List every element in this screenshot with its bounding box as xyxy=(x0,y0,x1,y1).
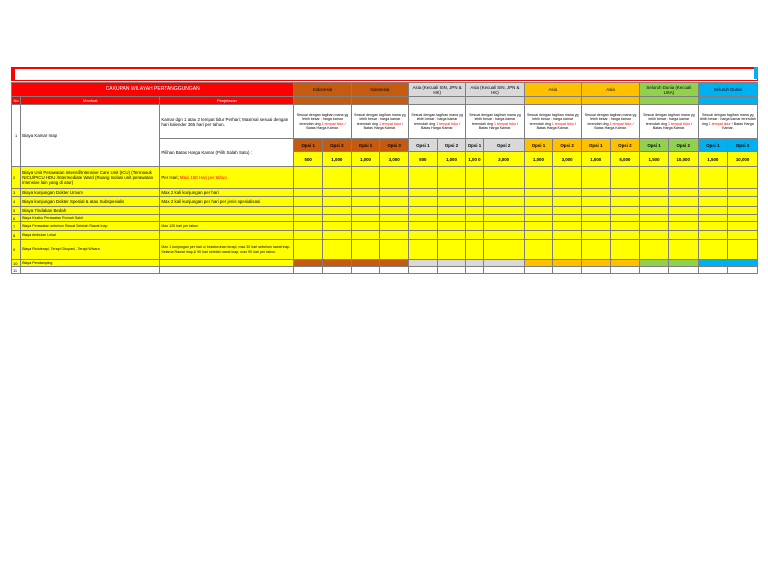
table-cell xyxy=(581,207,610,215)
room-limit-value: 1,000 xyxy=(524,152,553,167)
table-cell xyxy=(668,215,698,222)
room-limit-value: 1,000 xyxy=(437,152,466,167)
option-label: Opsi 2 xyxy=(728,139,758,152)
table-cell xyxy=(351,267,380,274)
table-cell xyxy=(553,197,582,207)
option-label: Opsi 1 xyxy=(294,139,323,152)
table-cell xyxy=(728,189,758,197)
table-cell xyxy=(728,167,758,189)
table-cell xyxy=(610,222,640,231)
table-cell xyxy=(668,240,698,260)
table-cell xyxy=(524,207,553,215)
room-limit-value: 3,000 xyxy=(483,152,524,167)
table-cell xyxy=(610,267,640,274)
table-cell xyxy=(294,267,323,274)
table-cell xyxy=(380,167,409,189)
table-cell xyxy=(668,189,698,197)
table-cell xyxy=(380,260,409,267)
table-cell xyxy=(668,231,698,240)
table-cell xyxy=(323,167,352,189)
table-cell xyxy=(728,231,758,240)
table-cell xyxy=(553,260,582,267)
room-note xyxy=(524,105,581,139)
table-cell xyxy=(640,231,669,240)
table-cell xyxy=(698,260,728,267)
table-cell xyxy=(553,222,582,231)
table-cell xyxy=(294,240,323,260)
table-cell xyxy=(483,215,524,222)
col-benefit: Manfaat xyxy=(21,97,160,105)
table-cell xyxy=(483,207,524,215)
row-3-desc: Max 2 kali kunjungan per hari xyxy=(160,189,294,197)
blue-marker xyxy=(754,67,758,79)
table-cell xyxy=(294,207,323,215)
row-10-benefit: Biaya Pendamping xyxy=(21,260,160,267)
table-cell xyxy=(437,267,466,274)
table-cell xyxy=(640,267,669,274)
table-cell xyxy=(437,222,466,231)
table-cell xyxy=(294,97,351,105)
table-cell xyxy=(466,240,483,260)
table-cell xyxy=(323,189,352,197)
table-cell xyxy=(483,222,524,231)
row-10-no: 10 xyxy=(12,260,21,267)
table-cell xyxy=(323,260,352,267)
table-cell xyxy=(610,240,640,260)
region-indonesia-1: Indonesia xyxy=(294,83,351,97)
cell-text: / Batas Harga Kamar. xyxy=(652,121,692,130)
cell-text: 1 tempat tidur xyxy=(551,121,574,126)
table-cell xyxy=(408,215,437,222)
room-note xyxy=(698,105,757,139)
table-cell xyxy=(581,189,610,197)
row-1-desc-limit: Pilihan Batas Harga Kamar (Pilih Salah Satu) : xyxy=(160,139,294,167)
table-cell xyxy=(668,167,698,189)
table-cell xyxy=(380,231,409,240)
option-label: Opsi 1 xyxy=(466,139,483,152)
cell-text: 1 tempat tidur xyxy=(609,121,632,126)
cell-text: Sesuai dengan tagihan mana yg lebih besar : harga kamar terendah dng xyxy=(584,112,637,126)
table-cell xyxy=(728,197,758,207)
table-cell xyxy=(323,197,352,207)
table-cell xyxy=(437,231,466,240)
room-note xyxy=(466,105,524,139)
table-cell xyxy=(698,189,728,197)
table-cell xyxy=(668,267,698,274)
room-note xyxy=(640,105,698,139)
room-limit-value: 1,500 xyxy=(698,152,728,167)
table-cell xyxy=(581,231,610,240)
table-cell xyxy=(668,260,698,267)
row-5-no: 5 xyxy=(12,207,21,215)
room-limit-value: 3,000 xyxy=(380,152,409,167)
cell-text: Maxi 150 Hari per tahun xyxy=(179,175,227,180)
cell-text: / Batas Harga Kamar. xyxy=(478,121,519,130)
table-cell xyxy=(581,167,610,189)
row-5-desc xyxy=(160,207,294,215)
option-label: Opsi 2 xyxy=(668,139,698,152)
table-cell xyxy=(524,260,553,267)
table-cell xyxy=(351,240,380,260)
benefit-table xyxy=(11,82,758,274)
table-cell xyxy=(408,240,437,260)
table-cell xyxy=(351,215,380,222)
row-11-desc xyxy=(160,267,294,274)
table-cell xyxy=(698,222,728,231)
table-cell xyxy=(698,167,728,189)
table-cell xyxy=(698,215,728,222)
top-frame xyxy=(11,67,758,81)
region-world-excl: Seluruh Dunia (Kecuali USA) xyxy=(640,83,698,97)
table-cell xyxy=(351,197,380,207)
table-cell xyxy=(483,189,524,197)
table-cell xyxy=(610,167,640,189)
table-cell xyxy=(466,267,483,274)
row-4-desc: Max 2 kali kunjungan per hari per jenis spesialisasi xyxy=(160,197,294,207)
table-cell xyxy=(351,260,380,267)
option-label: Opsi 3 xyxy=(380,139,409,152)
table-cell xyxy=(408,189,437,197)
row-3-no: 3 xyxy=(12,189,21,197)
cell-text: / Batas Harga Kamar. xyxy=(594,121,634,130)
room-limit-value: 1,500 xyxy=(640,152,669,167)
table-cell xyxy=(553,231,582,240)
table-cell xyxy=(610,231,640,240)
row-4-no: 4 xyxy=(12,197,21,207)
table-cell xyxy=(698,97,757,105)
table-cell xyxy=(351,189,380,197)
option-label: Opsi 1 xyxy=(351,139,380,152)
table-cell xyxy=(437,240,466,260)
table-cell xyxy=(553,167,582,189)
table-cell xyxy=(380,197,409,207)
cell-text: Sesuai dengan tagihan mana yg lebih besar : harga kamar terendah dng xyxy=(699,112,756,126)
room-limit-value: 1,000 xyxy=(323,152,352,167)
cell-text: / Batas Harga Kamar. xyxy=(306,121,346,130)
table-cell xyxy=(668,222,698,231)
table-cell xyxy=(553,267,582,274)
row-4-benefit: Biaya kunjungan Dokter Spesial & atau Subspesialis xyxy=(21,197,160,207)
cell-text: / Batas Harga Kamar. xyxy=(420,121,461,130)
table-cell xyxy=(581,197,610,207)
region-asia-excl-2: Asia (Kecuali SIN, JPN & HK) xyxy=(466,83,524,97)
table-cell xyxy=(524,231,553,240)
room-limit-value: 1,000 xyxy=(351,152,380,167)
table-cell xyxy=(294,189,323,197)
option-label: Opsi 2 xyxy=(483,139,524,152)
option-label: Opsi 1 xyxy=(524,139,553,152)
table-cell xyxy=(640,197,669,207)
row-1-no: 1 xyxy=(12,105,21,167)
room-note xyxy=(408,105,465,139)
table-cell xyxy=(437,260,466,267)
table-cell xyxy=(437,207,466,215)
row-6-desc xyxy=(160,215,294,222)
room-limit-value: 10,000 xyxy=(668,152,698,167)
option-label: Opsi 2 xyxy=(553,139,582,152)
table-cell xyxy=(466,167,483,189)
row-2-benefit: Biaya Unit Perawatan Intensif/Intensive Care Unit (ICU) (Termasuk NICU/PICU HDU /Intermediate Ward (Ruang Isolasi unit perawatan intensive lain yang di atur) xyxy=(21,167,160,189)
row-9-desc: Max 1 kunjungan per hari u/ keseluruhan terapi, max 30 hari sebelum rawat inap. Selama Rawat Inap,& 90 hari setelah rawat inap; max 90 hari per tahun. xyxy=(160,240,294,260)
table-cell xyxy=(524,267,553,274)
room-limit-value: 500 xyxy=(294,152,323,167)
table-cell xyxy=(323,267,352,274)
cell-text: / Batas Harga Kamar. xyxy=(363,121,403,130)
row-10-desc xyxy=(160,260,294,267)
table-cell xyxy=(640,222,669,231)
table-cell xyxy=(351,231,380,240)
table-cell xyxy=(466,189,483,197)
cell-text: 1 tempat tidur xyxy=(667,121,690,126)
table-cell xyxy=(553,215,582,222)
table-cell xyxy=(323,215,352,222)
table-cell xyxy=(640,240,669,260)
table-cell xyxy=(466,260,483,267)
col-no: No xyxy=(12,97,21,105)
table-cell xyxy=(640,97,698,105)
cell-text: Sesuai dengan tagihan mana yg lebih besar : harga kamar terendah dng xyxy=(469,112,521,126)
table-cell xyxy=(524,222,553,231)
row-7-desc: Max 120 hari per tahun xyxy=(160,222,294,231)
row-11-no: 11 xyxy=(12,267,21,274)
table-cell xyxy=(668,207,698,215)
option-label: Opsi 1 xyxy=(408,139,437,152)
table-cell xyxy=(323,222,352,231)
table-cell xyxy=(351,97,408,105)
table-cell xyxy=(728,222,758,231)
cell-text: 1 tempat tidur xyxy=(708,121,731,126)
table-cell xyxy=(581,215,610,222)
table-cell xyxy=(351,222,380,231)
table-cell xyxy=(610,215,640,222)
table-cell xyxy=(408,97,465,105)
table-cell xyxy=(294,231,323,240)
table-cell xyxy=(351,167,380,189)
region-indonesia-2: Indonesia xyxy=(351,83,408,97)
table-cell xyxy=(581,222,610,231)
table-cell xyxy=(408,260,437,267)
cell-text: Sesuai dengan tagihan mana yg lebih besar : harga kamar terendah dng xyxy=(354,112,406,126)
table-cell xyxy=(466,207,483,215)
table-cell xyxy=(408,197,437,207)
room-limit-value: 5,000 xyxy=(610,152,640,167)
table-cell xyxy=(294,260,323,267)
table-cell xyxy=(610,189,640,197)
table-cell xyxy=(524,167,553,189)
table-cell xyxy=(380,240,409,260)
room-limit-value: 10,000 xyxy=(728,152,758,167)
option-label: Opsi 1 xyxy=(581,139,610,152)
table-cell xyxy=(524,215,553,222)
table-cell xyxy=(466,231,483,240)
table-cell xyxy=(380,267,409,274)
table-cell xyxy=(294,167,323,189)
table-cell xyxy=(728,267,758,274)
room-limit-value: 1,00 0 xyxy=(466,152,483,167)
red-marker xyxy=(11,67,15,81)
row-3-benefit: Biaya kunjungan Dokter Umum xyxy=(21,189,160,197)
table-cell xyxy=(437,189,466,197)
table-cell xyxy=(524,240,553,260)
table-cell xyxy=(640,189,669,197)
room-limit-value: 500 xyxy=(408,152,437,167)
table-cell xyxy=(524,197,553,207)
table-cell xyxy=(524,97,581,105)
spreadsheet xyxy=(11,67,758,286)
row-1-benefit: Biaya Kamar Inap xyxy=(21,105,160,167)
table-cell xyxy=(640,167,669,189)
row-2-desc xyxy=(160,167,294,189)
table-cell xyxy=(524,189,553,197)
table-cell xyxy=(581,267,610,274)
table-cell xyxy=(610,260,640,267)
table-cell xyxy=(408,167,437,189)
table-cell xyxy=(380,189,409,197)
room-limit-value: 3,000 xyxy=(553,152,582,167)
table-cell xyxy=(668,197,698,207)
cell-text: Sesuai dengan tagihan mana yg lebih besar : harga kamar terendah dng xyxy=(296,112,349,126)
table-cell xyxy=(408,231,437,240)
cell-text: 1 tempat tidur xyxy=(494,121,517,126)
table-cell xyxy=(581,240,610,260)
row-8-no: 8 xyxy=(12,231,21,240)
option-label: Opsi 2 xyxy=(610,139,640,152)
table-cell xyxy=(466,222,483,231)
table-cell xyxy=(640,215,669,222)
table-cell xyxy=(698,207,728,215)
cell-text: Sesuai dengan tagihan mana yg lebih besar : harga kamar terendah dng xyxy=(526,112,579,126)
table-cell xyxy=(437,197,466,207)
cell-text: 1 tempat tidur xyxy=(436,121,459,126)
table-cell xyxy=(323,207,352,215)
table-cell xyxy=(581,97,639,105)
table-cell xyxy=(294,215,323,222)
table-cell xyxy=(466,97,524,105)
table-cell xyxy=(408,267,437,274)
region-world: Seluruh Dunia xyxy=(698,83,757,97)
cell-text: 1 tempat tidur xyxy=(321,121,344,126)
table-cell xyxy=(294,222,323,231)
table-cell xyxy=(553,240,582,260)
row-7-benefit: Biaya Perawatan sebelum Rawat Setelah Rawat Inap xyxy=(21,222,160,231)
cell-text: / Batas Harga Kamar. xyxy=(536,121,576,130)
room-note xyxy=(351,105,408,139)
cell-text: Sesuai dengan tagihan mana yg lebih besar : harga kamar terendah dng xyxy=(411,112,463,126)
cell-text: Sesuai dengan tagihan mana yg lebih besar : harga kamar terendah dng xyxy=(643,112,695,126)
table-cell xyxy=(640,260,669,267)
room-limit-value: 1,500 xyxy=(581,152,610,167)
table-cell xyxy=(351,207,380,215)
row-9-no: 9 xyxy=(12,240,21,260)
table-cell xyxy=(437,215,466,222)
table-cell xyxy=(728,260,758,267)
table-cell xyxy=(553,207,582,215)
coverage-title: CAKUPAN WILAYAH PERTANGGUNGAN xyxy=(12,83,294,97)
table-cell xyxy=(294,197,323,207)
table-cell xyxy=(698,231,728,240)
table-cell xyxy=(323,231,352,240)
table-cell xyxy=(408,222,437,231)
region-asia-1: Asia xyxy=(524,83,581,97)
option-label: Opsi 2 xyxy=(323,139,352,152)
row-9-benefit: Biaya Fisioterapi, Terapi Okupasi , Terapi Wicara xyxy=(21,240,160,260)
room-note xyxy=(581,105,639,139)
region-asia-2: Asia xyxy=(581,83,639,97)
row-1-desc-room: Kamar dgn 1 atau 2 tempat tidur Perhari; Maximal sesuai dengan hari kalender 365 hari per tahun. xyxy=(160,105,294,139)
table-cell xyxy=(380,215,409,222)
table-cell xyxy=(380,222,409,231)
region-asia-excl-1: Asia (Kecuali SIN, JPN & HK) xyxy=(408,83,465,97)
cell-text: / Batas Harga Kamar. xyxy=(722,121,754,130)
table-cell xyxy=(323,240,352,260)
table-cell xyxy=(408,207,437,215)
table-cell xyxy=(698,267,728,274)
table-cell xyxy=(581,260,610,267)
table-cell xyxy=(483,167,524,189)
row-8-desc xyxy=(160,231,294,240)
room-note xyxy=(294,105,351,139)
row-6-benefit: Biaya Kesiko Perawatan Rumah Sakit xyxy=(21,215,160,222)
table-cell xyxy=(610,207,640,215)
table-cell xyxy=(728,207,758,215)
table-cell xyxy=(483,231,524,240)
table-cell xyxy=(610,197,640,207)
table-cell xyxy=(483,267,524,274)
table-cell xyxy=(380,207,409,215)
col-desc: Penjelasan xyxy=(160,97,294,105)
table-cell xyxy=(483,240,524,260)
table-cell xyxy=(728,240,758,260)
row-6-no: 6 xyxy=(12,215,21,222)
table-cell xyxy=(728,215,758,222)
row-5-benefit: Biaya Tindakan Bedah xyxy=(21,207,160,215)
table-cell xyxy=(698,240,728,260)
row-8-benefit: Biaya Ambulan Lokal xyxy=(21,231,160,240)
option-label: Opsi 1 xyxy=(640,139,669,152)
table-cell xyxy=(466,215,483,222)
option-label: Opsi 1 xyxy=(698,139,728,152)
cell-text: Per Hari; xyxy=(161,175,179,180)
cell-text: 1 tempat tidur xyxy=(378,121,401,126)
table-cell xyxy=(698,197,728,207)
option-label: Opsi 2 xyxy=(437,139,466,152)
row-2-no: 2 xyxy=(12,167,21,189)
row-11-benefit xyxy=(21,267,160,274)
row-7-no: 7 xyxy=(12,222,21,231)
table-cell xyxy=(466,197,483,207)
table-cell xyxy=(483,260,524,267)
table-cell xyxy=(553,189,582,197)
table-cell xyxy=(437,167,466,189)
table-cell xyxy=(483,197,524,207)
table-cell xyxy=(640,207,669,215)
